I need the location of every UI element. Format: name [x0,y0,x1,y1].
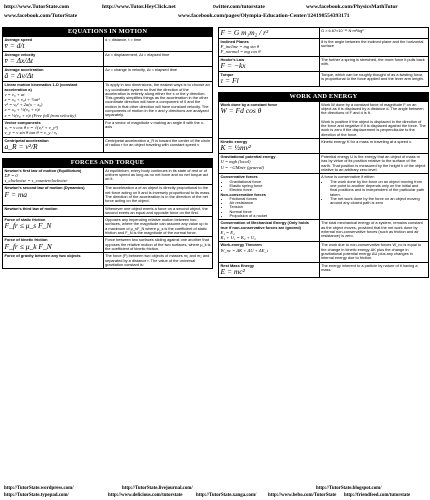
formula-cell [3,119,104,137]
formula-cell [3,237,104,253]
row-name: Non-conservative forces [220,191,266,197]
table-row [219,28,429,39]
formula-cell [219,38,320,56]
formula-cell [3,37,104,52]
formula-cell [219,174,320,220]
section-header-forces: FORCES AND TORQUE [2,158,213,167]
formula-cell [219,262,320,277]
row-description: d = distance, t = time [105,37,142,42]
bullet-item: • The net work done by the force on an object moving around any closed path is zero [330,197,426,206]
header-link[interactable]: http://www.TutorState.com [4,4,70,10]
footer-link[interactable]: http://www.bebo.com/TutorState [268,493,337,498]
bullet-item: • Electric force [230,188,318,192]
table-row [219,139,429,154]
row-name: Force of gravity between any two objects [4,253,81,259]
bullet-list [221,180,318,193]
row-formula: U = mgh (local) U = −GMm/r (general) [220,159,265,170]
description-cell [103,67,212,82]
description-cell [103,237,212,253]
row-description: For a vector of magnitude v making an angle θ with the x-axis [105,119,205,130]
row-name: Work-energy Theorem [220,242,262,248]
table-row [219,242,429,262]
bullet-item: • Gravitational force [230,180,318,184]
bullet-item: • Tension [230,205,318,209]
description-cell [319,154,428,174]
table-row [3,82,213,120]
footer-link[interactable]: http://TutorState.xanga.com/ [196,493,257,498]
row-name: Torque [220,71,234,77]
gravity-continued-table [218,27,429,87]
row-name: Average speed [4,37,33,42]
row-description: Torque, which can be roughly thought of as a twisting force, is proportional to the force applied and the lever arm length. [321,71,424,81]
formula-cell [219,154,320,174]
row-name: Vector components [4,119,41,125]
table-row [219,101,429,138]
row-formula: E = mc² [220,266,245,276]
header-link[interactable]: www.facebook.com/pages/Olympia-Education-Center/124198554393171 [178,13,350,19]
row-description: Opposes any impending relative motion between two surfaces, where the magnitude can assume any value up to a maximum of μ_sF_N where μ_s is the coefficient of static friction and F_N is the magnitude of the normal force. [105,217,208,236]
bullet-item: • Elastic spring force [230,184,318,188]
description-cell [319,220,428,242]
row-formula: W = Fd cos θ [220,105,262,115]
description-cell [103,52,212,67]
table-row [3,205,213,217]
row-formula: F = G m₁m₂ / r² [220,28,269,37]
row-name: Conservation of Mechanical Energy (Only holds true if non-conservative forces are ignored) [220,220,309,230]
row-description: Potential energy U is the energy that an object of mass m has by virtue of its position relative to the surface of the earth. That position is measured by the height h of the object relative to an arbitrary zero level. [321,154,426,173]
row-name: Force of kinetic friction [4,237,48,243]
table-row [3,119,213,137]
footer-link[interactable]: http://TutorState.typepad.com/ [4,493,69,498]
formula-cell [219,101,320,138]
formula-cell [219,56,320,71]
row-formula: ā = Δv/Δt [4,71,34,81]
table-row [219,262,429,277]
formula-cell [3,167,104,185]
footer-link[interactable]: http://TutorState.blogspot.com/ [316,486,382,491]
table-row [219,38,429,56]
table-row [219,220,429,242]
table-row [219,154,429,174]
formula-cell [3,185,104,205]
bullet-item: • Air resistance [230,201,318,205]
row-description: The force (F) between two objects of masses m₁ and m₂ and separated by a distance r. The value of the universal gravitation constant is: [105,253,210,267]
row-formula: W_nc = ΔK + ΔU + ΔE_i [220,247,268,253]
row-name: Conservative forces [220,174,258,180]
formula-cell [3,82,104,120]
description-cell [319,101,428,138]
row-description: The work due to non-conservative forces W_nc is equal to the change in kinetic energy ΔK plus the change in gravitational potential energy ΔU plus any changes in internal energy due to friction. [321,242,422,261]
header-link[interactable]: http://www.Tutor.HeyClick.net [102,4,176,10]
description-cell [103,253,212,269]
row-formula: F = −kx [220,60,246,70]
section-header-work: WORK AND ENERGY [218,92,429,101]
description-cell [103,205,212,217]
description-cell [319,242,428,262]
formula-cell [219,139,320,154]
row-description: G = 6.67×10⁻¹¹ N·m²/kg² [321,28,364,33]
description-cell [319,139,428,154]
row-description: Δx = displacement, Δt = elapsed time [105,52,170,58]
bullet-item: • The work done by the force on an object moving from one point to another depends only on the initial and final positions and is independent of the particular path taken. [330,180,426,197]
formula-cell [219,242,320,262]
row-formula: v = v₀ + at x = x₀ + v₀t + ½at² v² = v₀² + 2a(x − x₀) x = x₀ + ½(v₀ + v)t x = ½(v₀ + v)t (Free fall from velocity) [4,91,76,118]
description-cell [103,82,212,120]
row-formula: F = ma [4,189,28,199]
row-formula: v̄ = Δx/Δt [4,56,33,66]
section-header-motion: EQUATIONS IN MOTION [2,27,213,36]
table-row [219,56,429,71]
row-formula: v̄ = d/t [4,41,25,51]
row-description: The acceleration a of an object is directly proportional to the net force acting on it and is inversely proportional to its mass. The direction of the acceleration is in the direction of the net force acting on the object. [105,185,211,204]
work-table [218,101,429,278]
formula-cell [3,52,104,67]
bullet-list [221,197,318,218]
table-row [3,185,213,205]
description-cell [103,185,212,205]
forces-table [2,167,213,269]
row-formula: F_fr ≤ μ_s F_N [4,221,52,231]
description-cell [103,217,212,237]
row-name: Linear motion kinematics 1-D (constant acceleration a) [4,82,78,92]
description-cell [319,38,428,56]
header-link[interactable]: twitter.com/tutorstate [213,4,265,10]
row-name: Gravitational potential energy [220,154,276,160]
header-link[interactable]: www.facebook.com/PhysicsMathTutor [306,4,398,10]
row-formula: τ = Fl [220,75,239,85]
footer-link[interactable]: http://TutorState.wordpress.com/ [4,486,74,491]
table-row [3,237,213,253]
description-cell [319,71,428,86]
left-column [2,27,213,269]
formula-cell [3,137,104,152]
bullet-item: • Propulsion of a rocket [230,214,318,218]
bullet-item: • Normal force [230,210,318,214]
row-name: Newton's first law of motion (Equilibrium) [4,167,82,173]
description-cell [103,167,212,185]
row-description: The further a spring is stretched, the more force it pulls back with. [321,56,425,66]
formula-cell [219,28,320,39]
row-description: Force between two surfaces sliding against one another that opposes the relative motion of the two surfaces, where μ_k is the coefficient of kinetic friction. [105,237,211,251]
row-description: To apply in two dimensions, the easiest ways is to choose an x-y coordinate system so that the direction of the acceleration is entirely along either the x or the y direction. This greatly simplifies things as the acceleration in the other coordinate direction will have a component of 0 and the motion in that other direction will have constant velocity. The components of motion in the x and y directions are analyzed separately. [105,82,210,118]
formula-cell [3,217,104,237]
table-row [219,71,429,86]
table-row [3,137,213,152]
row-name: Work done by a constant force [220,101,278,107]
row-description: The energy inherent to a particle by nature of it having a mass. [321,262,418,272]
row-formula: ΣF = 0 τ_clockwise = τ_counterclockwise [4,172,68,184]
footer-link[interactable]: http://www.delicious.com/tutorstate [108,493,183,498]
row-formula: F_fr ≤ μ_k F_N [4,241,52,251]
table-row [3,167,213,185]
row-formula: K = ½mv² [220,143,251,153]
row-description: A force is conservative if either: [321,174,375,180]
row-description: The total mechanical energy of a system, remains constant as the object moves, provided that the net work done by external non-conservative forces (such as friction and air resistance) is zero. [321,220,423,239]
row-name: Average velocity [4,52,36,58]
table-row [3,52,213,67]
table-row [3,37,213,52]
description-cell [103,119,212,137]
formula-cell [3,67,104,82]
description-cell [103,137,212,152]
footer-link[interactable]: http://friendfeed.com/tutorstate [344,493,411,498]
right-column [218,27,429,278]
row-formula: F_incline = mg sin θ F_normal = mg cos θ [220,44,261,55]
row-description: θ is the angle between the inclined plane and the horizontal surface [321,38,424,49]
header-link[interactable]: www.facebook.com/TutorState [4,13,78,19]
row-name: Kinetic energy [220,139,248,145]
row-description: Work W done by a constant force of magnitude F on an object as it is displaced by a distance d. The angle between the directions of F and d is θ. Work is positive if the object is displaced in the direction of the force and negative if it is displaced against the force. The work is zero if the displacement is perpendicular to the direction of the force. [321,101,426,137]
row-name: Centripetal acceleration [4,137,49,143]
bullet-list [321,180,426,206]
row-description: Whenever one object exerts a force on a second object, the second exerts an equal and opposite force on the first. [105,205,208,215]
table-row [3,67,213,82]
formula-cell [3,253,104,269]
row-name: Newton's third law of motion [4,205,58,211]
description-cell [319,56,428,71]
row-name: Newton's second law of motion (Dynamics) [4,185,85,191]
description-cell [319,174,428,220]
row-formula: E₁ = E₂ K₁ + U₁ = K₂ + U₂ [220,229,256,241]
bullet-item: • Frictional forces [230,197,318,201]
row-name: Force of static friction [4,217,46,223]
row-description: Kinetic energy K for a mass m traveling at a speed v. [321,139,412,145]
table-row [219,174,429,220]
row-description: Centripetal acceleration a_R is toward the center of the circle of radius r for an object traveling with constant speed v [105,137,211,147]
motion-table [2,36,213,153]
row-formula: vₓ = v cos θ v = √(vₓ² + v_y²) v_y = v sin θ tan θ = v_y / vₓ [4,125,58,136]
row-name: Rest Mass Energy [220,262,255,268]
description-cell [103,37,212,52]
formula-cell [219,220,320,242]
row-formula: a_R = v²/R [4,141,38,151]
row-description: Δv = change in velocity, Δt = elapsed time [105,67,178,73]
formula-cell [3,205,104,217]
table-row [3,217,213,237]
description-cell [319,262,428,277]
description-cell [319,28,428,39]
formula-cell [219,71,320,86]
footer-link[interactable]: http://TutorState.livejournal.com/ [122,486,193,491]
row-name: Average acceleration [4,67,44,73]
table-row [3,253,213,269]
row-description: At equilibrium, every body continues in its state of rest or of uniform speed as long as no net force and no net torque act on it. [105,167,209,182]
row-name: Hooke's Law [220,56,245,62]
row-name: Inclined Planes [220,38,249,44]
